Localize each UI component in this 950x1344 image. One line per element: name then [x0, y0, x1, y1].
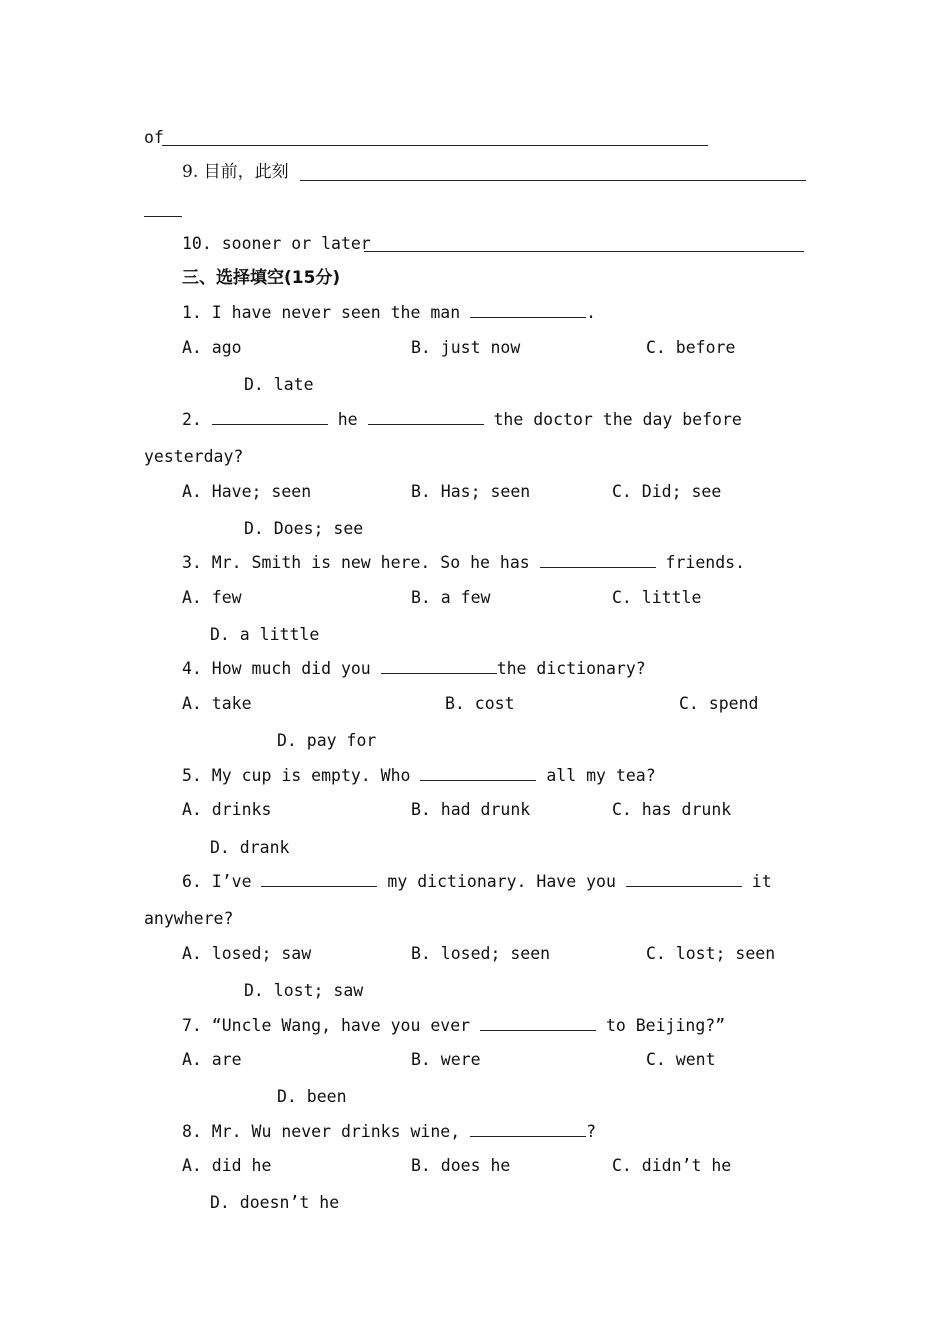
question-6-option-b: B. losed; seen — [411, 944, 551, 963]
question-5-option-b: B. had drunk — [411, 800, 531, 819]
question-7-option-a: A. are — [182, 1050, 242, 1069]
question-6-stem-cont: anywhere? — [144, 909, 234, 928]
question-8-option-d: D. doesn’t he — [210, 1193, 340, 1212]
answer-blank — [261, 872, 377, 887]
question-5-option-a: A. drinks — [182, 800, 272, 819]
question-3-option-c: C. little — [612, 588, 702, 607]
question-1-option-b: B. just now — [411, 338, 521, 357]
answer-line-continued — [144, 216, 182, 217]
answer-blank — [212, 410, 328, 425]
question-2-option-c: C. Did; see — [612, 482, 722, 501]
question-6-option-c: C. lost; seen — [646, 944, 776, 963]
question-3-stem: 3. Mr. Smith is new here. So he has friends. — [182, 553, 746, 572]
answer-blank — [480, 1016, 596, 1031]
answer-blank — [540, 553, 656, 568]
question-2-option-d: D. Does; see — [244, 519, 364, 538]
answer-blank — [381, 659, 497, 674]
question-2-option-a: A. Have; seen — [182, 482, 312, 501]
question-5-option-c: C. has drunk — [612, 800, 732, 819]
question-4-option-b: B. cost — [445, 694, 515, 713]
vocab-item-8-tail: of — [144, 128, 164, 147]
answer-blank — [470, 303, 586, 318]
question-1-stem: 1. I have never seen the man . — [182, 303, 597, 322]
question-2-stem-cont: yesterday? — [144, 447, 244, 466]
question-3-option-d: D. a little — [210, 625, 320, 644]
question-1-option-a: A. ago — [182, 338, 242, 357]
answer-blank — [470, 1122, 586, 1137]
question-8-option-c: C. didn’t he — [612, 1156, 732, 1175]
answer-blank — [626, 872, 742, 887]
question-2-stem: 2. he the doctor the day before — [182, 410, 742, 429]
question-5-stem: 5. My cup is empty. Who all my tea? — [182, 766, 656, 785]
answer-line — [162, 145, 708, 146]
question-2-option-b: B. Has; seen — [411, 482, 531, 501]
question-3-option-b: B. a few — [411, 588, 491, 607]
question-3-option-a: A. few — [182, 588, 242, 607]
answer-blank — [368, 410, 484, 425]
question-7-option-c: C. went — [646, 1050, 716, 1069]
question-6-option-d: D. lost; saw — [244, 981, 364, 1000]
section-heading: 三、选择填空(15分) — [182, 268, 341, 288]
question-4-option-d: D. pay for — [277, 731, 377, 750]
question-6-option-a: A. losed; saw — [182, 944, 312, 963]
question-7-option-b: B. were — [411, 1050, 481, 1069]
question-4-option-a: A. take — [182, 694, 252, 713]
question-6-stem: 6. I’ve my dictionary. Have you it — [182, 872, 772, 891]
vocab-item-10-label: 10. sooner or later — [182, 234, 371, 253]
vocab-item-9-label: 9. 目前，此刻 — [182, 162, 289, 182]
question-8-stem: 8. Mr. Wu never drinks wine, ? — [182, 1122, 597, 1141]
question-4-stem: 4. How much did you the dictionary? — [182, 659, 646, 678]
question-1-option-c: C. before — [646, 338, 736, 357]
question-1-option-d: D. late — [244, 375, 314, 394]
question-8-option-a: A. did he — [182, 1156, 272, 1175]
answer-line — [364, 251, 804, 252]
question-8-option-b: B. does he — [411, 1156, 511, 1175]
question-7-option-d: D. been — [277, 1087, 347, 1106]
question-5-option-d: D. drank — [210, 838, 290, 857]
answer-blank — [420, 766, 536, 781]
question-7-stem: 7. “Uncle Wang, have you ever to Beijing?” — [182, 1016, 726, 1035]
answer-line — [300, 180, 806, 181]
question-4-option-c: C. spend — [679, 694, 759, 713]
